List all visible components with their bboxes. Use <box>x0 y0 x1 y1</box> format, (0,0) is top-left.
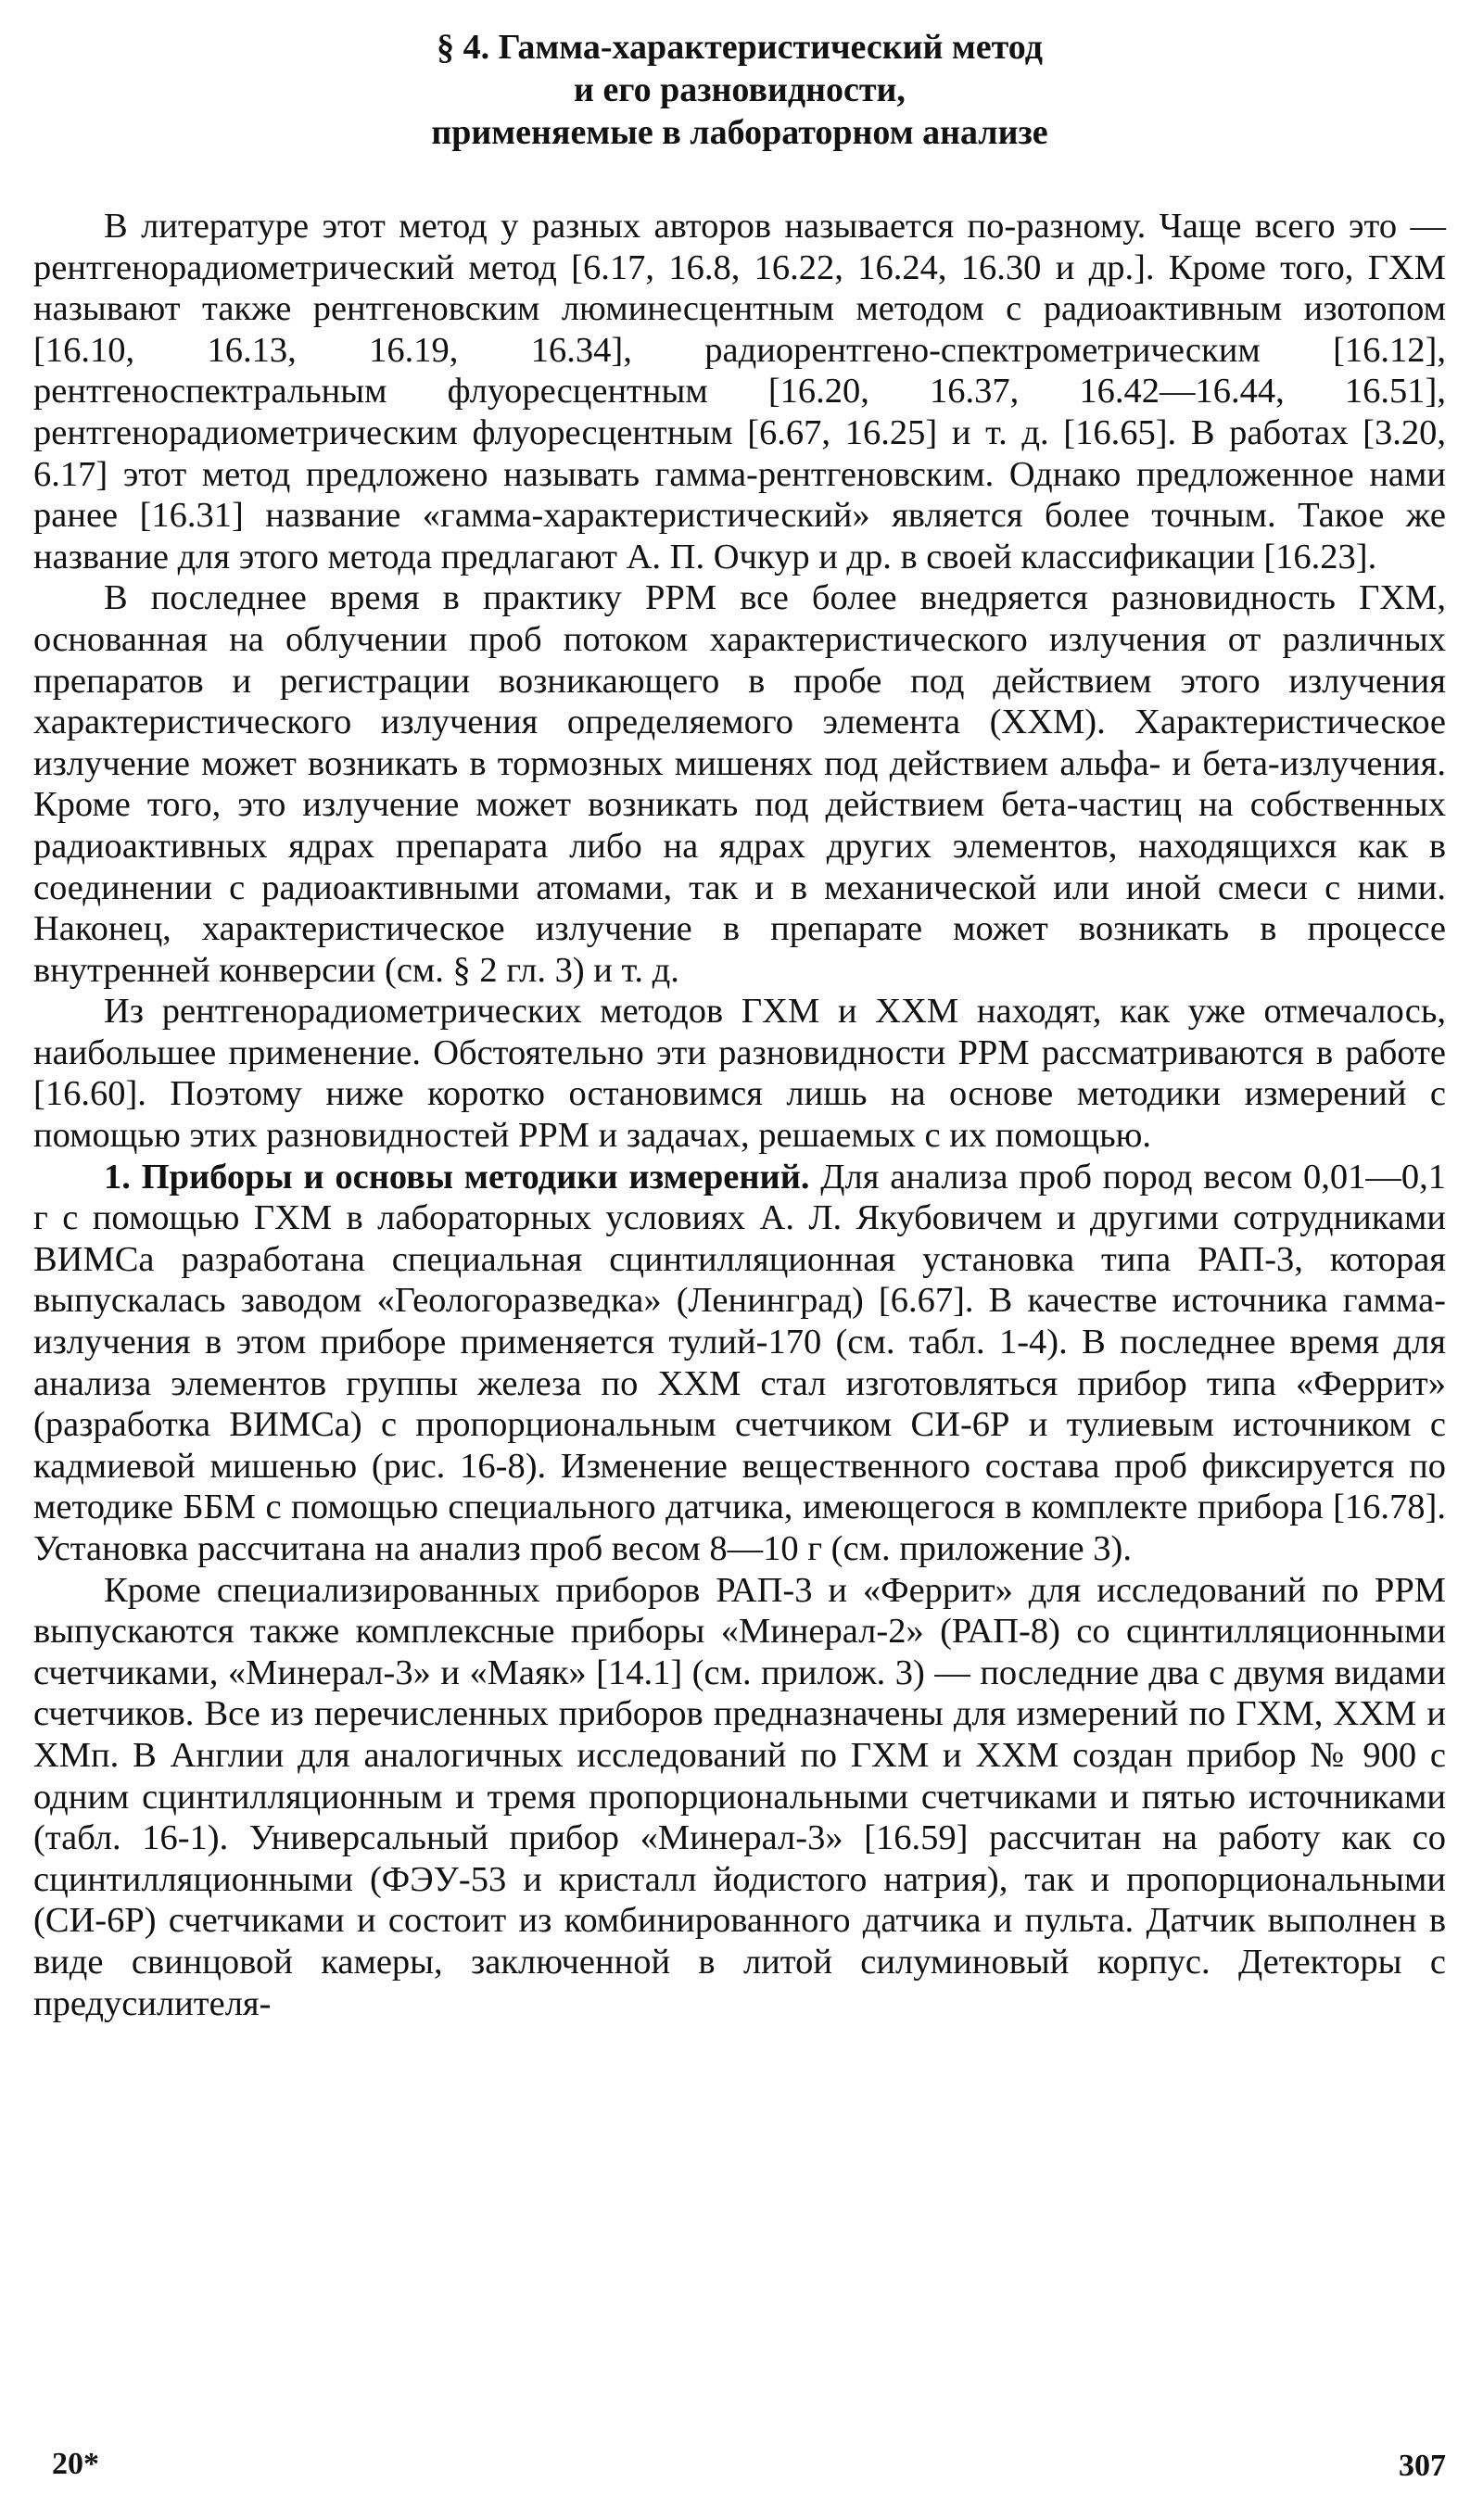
paragraph-text: Для анализа проб пород весом 0,01—0,1 г с помощью ГХМ в лабораторных условиях А. Л. Якубовичем и другими сотрудниками ВИМСа разработана специальная сцинтилляционная установка типа РАП-3, которая выпускалась заводом «Геологоразведка» (Ленинград) [6.67]. В качестве источника гамма-излучения в этом приборе применяется тулий-170 (см. табл. 1-4). В последнее время для анализа элементов группы железа по ХХМ стал изготовляться прибор типа «Феррит» (разработка ВИМСа) с пропорциональным счетчиком СИ-6Р и тулиевым источником с кадмиевой мишенью (рис. 16-8). Изменение вещественного состава проб фиксируется по методике ББМ с помощью специального датчика, имеющегося в комплекте прибора [16.78]. Установка рассчитана на анализ проб весом 8—10 г (см. приложение 3). <box>33 1157 1447 1568</box>
paragraph-terminology <box>33 206 1446 577</box>
section-heading <box>33 26 1446 154</box>
heading-line-1: § 4. Гамма-характеристический метод <box>437 28 1043 67</box>
paragraph-runin-heading: 1. Приборы и основы методики измерений. <box>104 1157 821 1197</box>
paragraph-application <box>33 991 1446 1156</box>
paragraph-text: Кроме специализированных приборов РАП-3 и «Феррит» для исследований по РРМ выпускаются также комплексные приборы «Минерал-2» (РАП-8) со сцинтилляционными счетчиками, «Минерал-3» и «Маяк» [14.1] (см. прилож. 3) — последние два с двумя видами счетчиков. Все из перечисленных приборов предназначены для измерений по ГХМ, ХХМ и ХМп. В Англии для аналогичных исследований по ГХМ и ХХМ создан прибор № 900 с одним сцинтилляционным и тремя пропорциональными счетчиками и пятью источниками (табл. 16-1). Универсальный прибор «Минерал-3» [16.59] рассчитан на работу как со сцинтилляционными (ФЭУ-53 и кристалл йодистого натрия), так и пропорциональными (СИ-6Р) счетчиками и состоит из комбинированного датчика и пульта. Датчик выполнен в виде свинцовой камеры, заключенной в литой силуминовый корпус. Детекторы с предусилителя- <box>33 1570 1446 2023</box>
paragraph-instruments-method <box>33 1157 1446 1570</box>
signature-mark: 20* <box>52 2447 99 2481</box>
heading-line-2: и его разновидности, <box>574 70 906 109</box>
paragraph-text: В литературе этот метод у разных авторов называется по-разному. Чаще всего это — рентгенорадиометрический метод [6.17, 16.8, 16.22, 16.24, 16.30 и др.]. Кроме того, ГХМ называют также рентгеновским люминесцентным методом с радиоактивным изотопом [16.10, 16.13, 16.19, 16.34], радиорентгено-спектрометрическим [16.12], рентгеноспектральным флуоресцентным [16.20, 16.37, 16.42—16.44, 16.51], рентгенорадиометрическим флуоресцентным [6.67, 16.25] и т. д. [16.65]. В работах [3.20, 6.17] этот метод предложено называть гамма-рентгеновским. Однако предложенное нами ранее [16.31] название «гамма-характеристический» является более точным. Такое же название для этого метода предлагают А. П. Очкур и др. в своей классификации [16.23]. <box>33 207 1446 576</box>
paragraph-text: Из рентгенорадиометрических методов ГХМ и ХХМ находят, как уже отмечалось, наибольшее применение. Обстоятельно эти разновидности РРМ рассматриваются в работе [16.60]. Поэтому ниже коротко остановимся лишь на основе методики измерений с помощью этих разновидностей РРМ и задачах, решаемых с их помощью. <box>33 992 1446 1156</box>
heading-line-3: применяемые в лабораторном анализе <box>431 113 1048 152</box>
page-number: 307 <box>1399 2449 1446 2483</box>
paragraph-text: В последнее время в практику РРМ все более внедряется разновидность ГХМ, основанная на облучении проб потоком характеристического излучения от различных препаратов и регистрации возникающего в пробе под действием этого излучения характеристического излучения определяемого элемента (ХХМ). Характеристическое излучение может возникать в тормозных мишенях под действием альфа- и бета-излучения. Кроме того, это излучение может возникать под действием бета-частиц на собственных радиоактивных ядрах препарата либо на ядрах других элементов, находящихся как в соединении с радиоактивными атомами, так и в механической или иной смеси с ними. Наконец, характеристическое излучение в препарате может возникать в процессе внутренней конверсии (см. § 2 гл. 3) и т. д. <box>33 578 1446 990</box>
page-content <box>33 26 1446 2024</box>
page-footer <box>33 2447 1446 2488</box>
paragraph-complex-instruments <box>33 1570 1446 2025</box>
paragraph-xxm-variant <box>33 577 1446 991</box>
